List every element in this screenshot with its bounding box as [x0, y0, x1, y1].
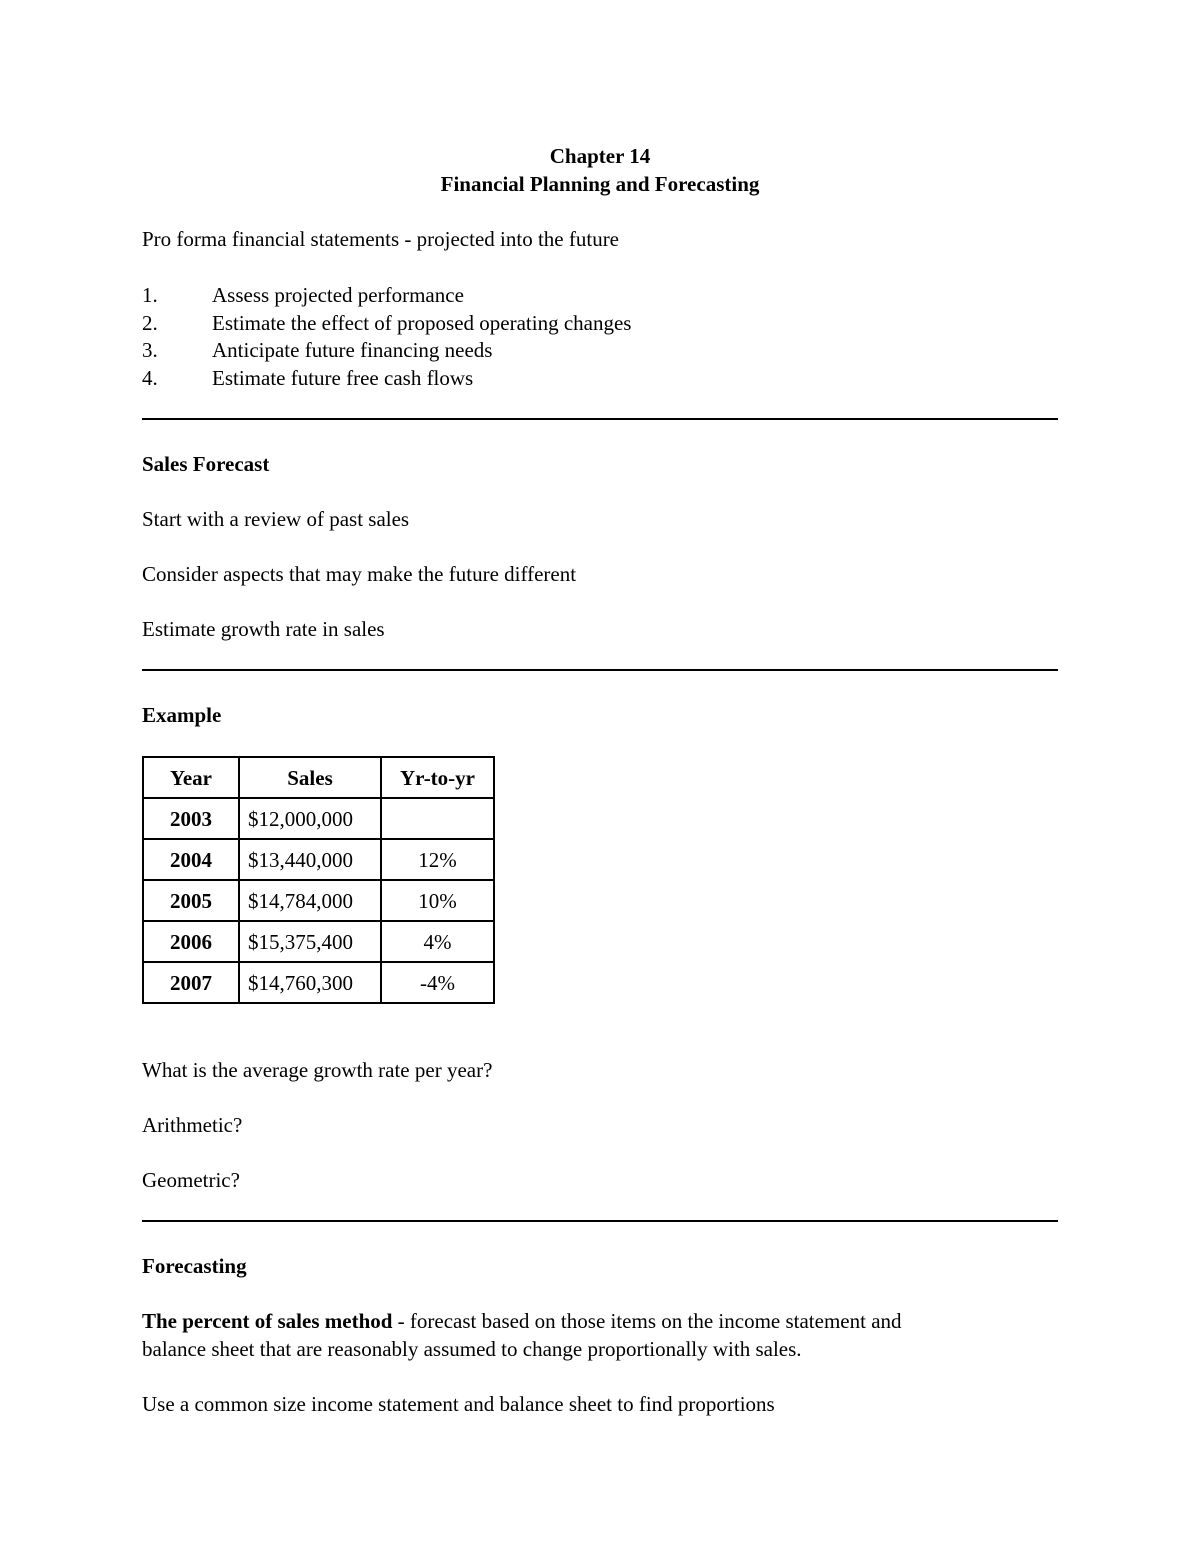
table-row	[143, 880, 494, 921]
change-cell: 4%	[381, 921, 494, 962]
sales-cell: $14,784,000	[239, 880, 381, 921]
change-cell: 12%	[381, 839, 494, 880]
forecasting-heading: Forecasting	[142, 1254, 247, 1278]
list-number: 3.	[142, 338, 158, 362]
table-header-row	[143, 757, 494, 798]
table-row	[143, 839, 494, 880]
year-cell: 2003	[143, 798, 239, 839]
example-heading: Example	[142, 703, 222, 727]
section-divider	[142, 1220, 1058, 1222]
page-title: Financial Planning and Forecasting	[440, 172, 760, 196]
sales-cell: $15,375,400	[239, 921, 381, 962]
section-divider	[142, 669, 1058, 671]
geometric-question: Geometric?	[142, 1168, 240, 1192]
percent-of-sales-paragraph	[142, 1307, 902, 1335]
change-cell	[381, 798, 494, 839]
pro-forma-definition: Pro forma financial statements - projected into the future	[142, 227, 620, 251]
growth-question: What is the average growth rate per year?	[142, 1058, 493, 1082]
sales-forecast-step: Estimate growth rate in sales	[142, 617, 385, 641]
change-cell: 10%	[381, 880, 494, 921]
year-cell: 2006	[143, 921, 239, 962]
list-item: Estimate future free cash flows	[212, 366, 474, 390]
list-item: Estimate the effect of proposed operating changes	[212, 311, 632, 335]
change-cell: -4%	[381, 962, 494, 1003]
method-definition-continued: balance sheet that are reasonably assumed to change proportionally with sales.	[142, 1337, 802, 1361]
column-header-sales: Sales	[239, 757, 381, 798]
year-cell: 2005	[143, 880, 239, 921]
list-number: 2.	[142, 311, 158, 335]
sales-cell: $14,760,300	[239, 962, 381, 1003]
sales-forecast-step: Consider aspects that may make the future different	[142, 562, 577, 586]
table-row	[143, 921, 494, 962]
list-number: 1.	[142, 283, 158, 307]
sales-forecast-step: Start with a review of past sales	[142, 507, 410, 531]
method-definition: - forecast based on those items on the income statement and	[392, 1309, 902, 1333]
chapter-number: Chapter 14	[549, 144, 651, 168]
year-cell: 2007	[143, 962, 239, 1003]
table-row	[143, 962, 494, 1003]
list-number: 4.	[142, 366, 158, 390]
sales-table	[142, 756, 495, 1004]
column-header-year: Year	[143, 757, 239, 798]
arithmetic-question: Arithmetic?	[142, 1113, 243, 1137]
sales-cell: $12,000,000	[239, 798, 381, 839]
column-header-change: Yr-to-yr	[381, 757, 494, 798]
sales-forecast-heading: Sales Forecast	[142, 452, 270, 476]
method-term: The percent of sales method	[142, 1309, 393, 1333]
section-divider	[142, 418, 1058, 420]
list-item: Anticipate future financing needs	[212, 338, 493, 362]
list-item: Assess projected performance	[212, 283, 464, 307]
table-row	[143, 798, 494, 839]
year-cell: 2004	[143, 839, 239, 880]
sales-cell: $13,440,000	[239, 839, 381, 880]
common-size-note: Use a common size income statement and balance sheet to find proportions	[142, 1392, 775, 1416]
